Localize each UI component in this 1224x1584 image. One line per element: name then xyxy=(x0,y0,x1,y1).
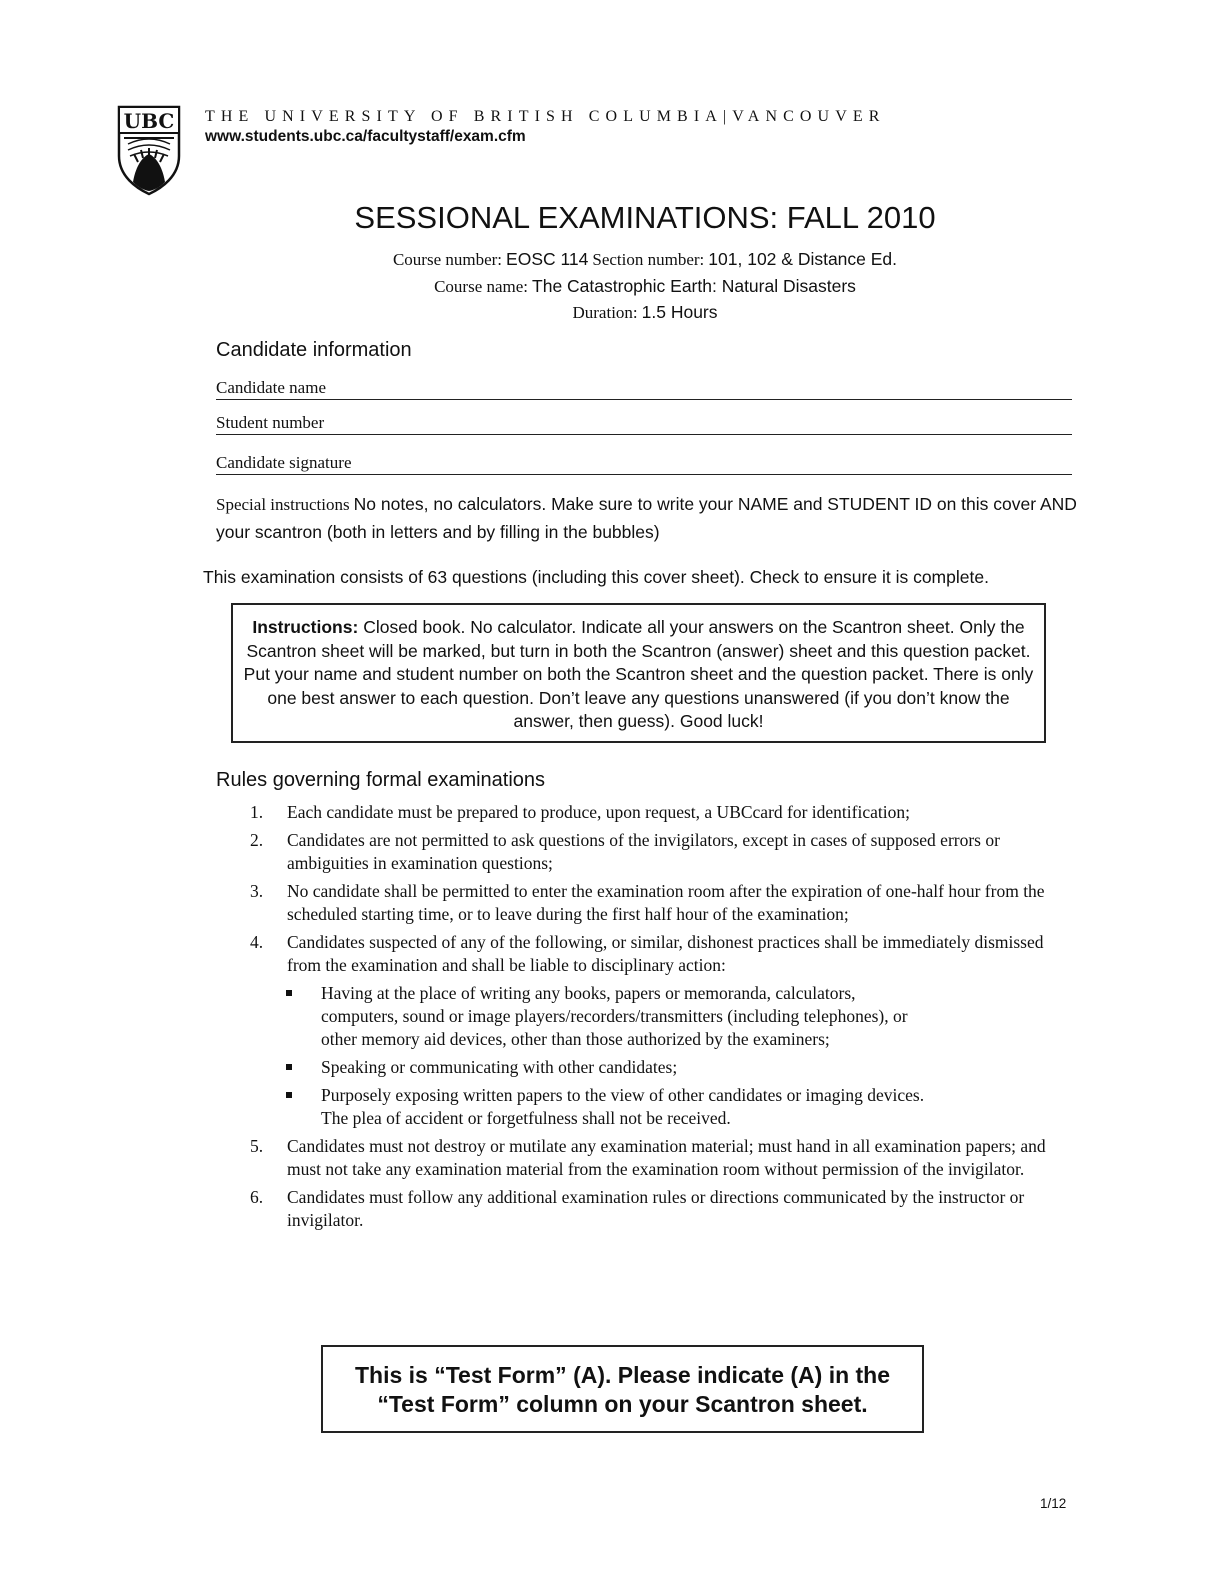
rule-text: Candidates must not destroy or mutilate any examination material; must hand in all examination papers; and must not take any examination material from the examination room without permission of the invigilator. xyxy=(287,1136,1046,1179)
section-number-value: 101, 102 & Distance Ed. xyxy=(708,249,898,269)
exam-title: SESSIONAL EXAMINATIONS: FALL 2010 xyxy=(354,200,936,235)
special-instructions-label: Special instructions xyxy=(216,495,350,514)
rule-text: Candidates suspected of any of the following, or similar, dishonest practices shall be immediately dismissed from the examination and shall be liable to disciplinary action: xyxy=(287,932,1044,975)
rule-sub-text: Purposely exposing written papers to the view of other candidates or imaging devices. The plea of accident or forgetfulness shall not be received. xyxy=(321,1085,925,1128)
course-number-value: EOSC 114 xyxy=(506,249,589,269)
duration-value: 1.5 Hours xyxy=(641,302,718,322)
rule-sub-text: Having at the place of writing any books, papers or memoranda, calculators, computers, sound or image players/recorders/transmitters (including telephones), or other memory aid devices, other than those authorized by the examiners; xyxy=(321,983,908,1049)
instructions-box xyxy=(231,603,1046,743)
question-count-notice: This examination consists of 63 questions (including this cover sheet). Check to ensure it is complete. xyxy=(203,567,989,587)
rule-number: 3. xyxy=(250,881,264,901)
candidate-info-heading: Candidate information xyxy=(216,339,412,361)
special-instructions xyxy=(216,491,1086,547)
instructions-label: Instructions: xyxy=(252,617,359,637)
page-number: 1/12 xyxy=(1040,1496,1067,1511)
rule-text: Candidates must follow any additional examination rules or directions communicated by the instructor or invigilator. xyxy=(287,1187,1025,1230)
rules-heading: Rules governing formal examinations xyxy=(216,769,546,791)
exam-rules-url: www.students.ubc.ca/facultystaff/exam.cfm xyxy=(205,128,526,145)
svg-text:UBC: UBC xyxy=(123,109,175,133)
rule-number: 2. xyxy=(250,830,264,850)
rule-text: Each candidate must be prepared to produce, upon request, a UBCcard for identification; xyxy=(287,802,910,822)
rule-item xyxy=(250,829,1080,875)
candidate-signature-label: Candidate signature xyxy=(216,453,352,472)
university-name: THE UNIVERSITY OF BRITISH COLUMBIA|VANCOUVER xyxy=(205,108,886,125)
candidate-name-label: Candidate name xyxy=(216,378,326,397)
rule-sub-item xyxy=(250,1056,929,1079)
rule-sub-item xyxy=(250,1084,929,1130)
rule-item xyxy=(250,880,1080,926)
course-name-value: The Catastrophic Earth: Natural Disasters xyxy=(532,276,856,296)
rule-sub-item xyxy=(250,982,929,1051)
course-name-line xyxy=(0,276,1224,297)
student-number-label: Student number xyxy=(216,413,325,432)
square-bullet-icon xyxy=(286,1092,292,1098)
course-number-label: Course number: xyxy=(392,250,503,269)
rule-item xyxy=(250,801,1080,824)
course-name-label: Course name: xyxy=(434,277,529,296)
rule-number: 4. xyxy=(250,932,264,952)
rule-sub-text: Speaking or communicating with other candidates; xyxy=(321,1057,678,1077)
rule-number: 6. xyxy=(250,1187,264,1207)
candidate-name-field[interactable] xyxy=(216,377,1072,400)
rule-number: 5. xyxy=(250,1136,264,1156)
course-number-line xyxy=(0,249,1224,270)
rule-item xyxy=(250,1135,1080,1181)
square-bullet-icon xyxy=(286,1064,292,1070)
rule-text: No candidate shall be permitted to enter the examination room after the expiration of one-half hour from the scheduled starting time, or to leave during the first half hour of the examination; xyxy=(287,881,1045,924)
test-form-line-1: This is “Test Form” (A). Please indicate (A) in the xyxy=(354,1362,891,1388)
ubc-crest-logo xyxy=(116,104,182,196)
test-form-line-2: “Test Form” column on your Scantron sheet. xyxy=(377,1391,868,1417)
duration-label: Duration: xyxy=(572,303,638,322)
rule-item xyxy=(250,1186,1080,1232)
test-form-notice xyxy=(321,1345,924,1433)
duration-line xyxy=(0,302,1224,323)
square-bullet-icon xyxy=(286,990,292,996)
rule-sub-list xyxy=(250,982,1080,1130)
rule-number: 1. xyxy=(250,802,264,822)
rule-item xyxy=(250,931,1080,977)
special-instructions-text: No notes, no calculators. Make sure to write your NAME and STUDENT ID on this cover AND your scantron (both in letters and by filling in the bubbles) xyxy=(216,494,1077,542)
student-number-field[interactable] xyxy=(216,412,1072,435)
candidate-signature-field[interactable] xyxy=(216,452,1072,475)
rules-list xyxy=(250,801,1080,1237)
rule-text: Candidates are not permitted to ask questions of the invigilators, except in cases of supposed errors or ambiguities in examination questions; xyxy=(287,830,1000,873)
section-number-label: Section number: xyxy=(592,250,705,269)
instructions-text: Closed book. No calculator. Indicate all your answers on the Scantron sheet. Only the Scantron sheet will be marked, but turn in both the Scantron (answer) sheet and this question packet. Put your name and student number on both the Scantron sheet and the question packet. There is only one best answer to each question. Don’t leave any questions unanswered (if you don’t know the answer, then guess). Good luck! xyxy=(243,617,1034,731)
